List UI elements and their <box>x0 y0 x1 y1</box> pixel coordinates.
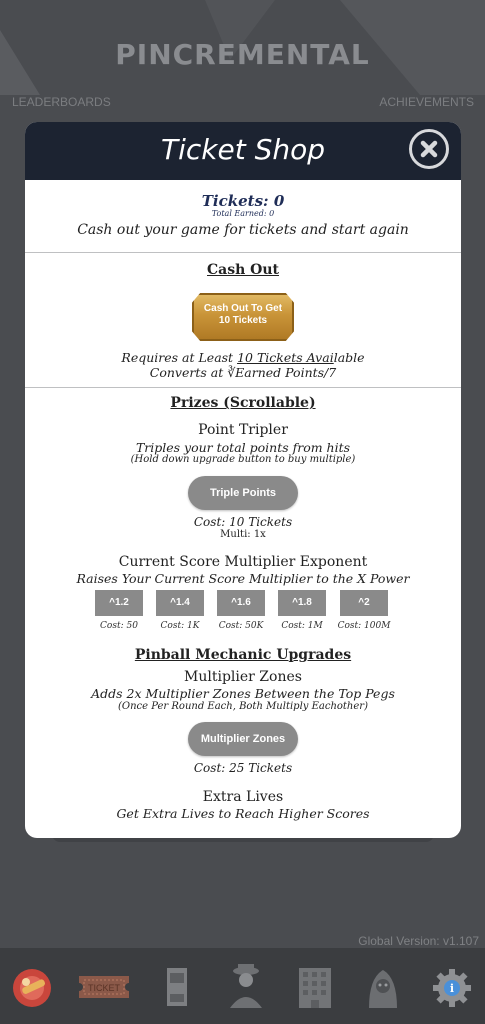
tickets-count: Tickets: 0 <box>201 192 285 210</box>
mechanics-heading: Pinball Mechanic Upgrades <box>134 647 352 663</box>
bottom-nav <box>0 948 485 1024</box>
exponent-desc: Raises Your Current Score Multiplier to the X Power <box>76 571 410 586</box>
tagline: Cash out your game for tickets and start again <box>77 222 409 238</box>
prizes-heading: Prizes (Scrollable) <box>170 395 316 411</box>
total-earned: Total Earned: 0 <box>211 209 275 218</box>
nav-settings[interactable] <box>424 958 480 1014</box>
extra-lives-name: Extra Lives <box>202 789 284 805</box>
nav-businessman[interactable] <box>218 958 274 1014</box>
leaderboards-link[interactable]: LEADERBOARDS <box>12 95 111 109</box>
multiplier-zones-button[interactable]: Multiplier Zones <box>188 722 298 756</box>
exponent-cost: Cost: 100M <box>337 621 391 631</box>
hooded-figure-icon <box>355 958 411 1014</box>
nav-building[interactable] <box>287 958 343 1014</box>
point-tripler-name: Point Tripler <box>198 422 288 438</box>
app-title: PINCREMENTAL <box>115 38 370 71</box>
triple-points-multi: Multi: 1x <box>220 529 266 540</box>
close-icon <box>412 132 446 166</box>
exponent-name: Current Score Multiplier Exponent <box>118 554 368 570</box>
ticket-icon <box>76 958 132 1014</box>
close-button[interactable] <box>409 129 449 169</box>
nav-hooded-figure[interactable] <box>355 958 411 1014</box>
multiplier-zones-cost: Cost: 25 Tickets <box>193 761 293 775</box>
multiplier-zones-name: Multiplier Zones <box>184 669 302 685</box>
conversion-rate: Converts at ∛Earned Points/7 <box>149 365 337 380</box>
achievements-link[interactable]: ACHIEVEMENTS <box>379 95 474 109</box>
pinball-icon <box>4 958 60 1014</box>
point-tripler-desc: Triples your total points from hits <box>135 440 351 455</box>
divider <box>25 252 461 253</box>
exponent-button-1-6[interactable]: ^1.6 <box>217 590 265 616</box>
nav-pinball[interactable] <box>4 958 60 1014</box>
point-tripler-note: (Hold down upgrade button to buy multiple) <box>130 454 356 465</box>
cash-out-heading: Cash Out <box>207 262 279 278</box>
triple-points-button[interactable]: Triple Points <box>188 476 298 510</box>
multiplier-zones-desc: Adds 2x Multiplier Zones Between the Top Pegs <box>91 686 395 701</box>
svg-text:TICKET: TICKET <box>87 983 121 993</box>
svg-text:i: i <box>449 982 455 995</box>
exponent-cost: Cost: 1K <box>160 621 200 631</box>
arcade-machine-icon <box>149 958 205 1014</box>
modal-header <box>25 122 461 180</box>
version-label: Global Version: v1.107 <box>358 934 479 948</box>
divider <box>25 387 461 388</box>
exponent-cost: Cost: 1M <box>281 621 323 631</box>
gear-info-icon <box>424 958 480 1014</box>
ticket-shop-modal <box>25 122 461 838</box>
multiplier-zones-note: (Once Per Round Each, Both Multiply Eachother) <box>118 701 368 712</box>
exponent-cost: Cost: 50 <box>100 621 138 631</box>
nav-arcade[interactable] <box>149 958 205 1014</box>
cash-out-requirement: Requires at Least 10 Tickets Available <box>121 350 365 365</box>
exponent-cost: Cost: 50K <box>218 621 264 631</box>
exponent-button-1-2[interactable]: ^1.2 <box>95 590 143 616</box>
modal-title: Ticket Shop <box>160 133 326 166</box>
cash-out-button[interactable]: Cash Out To Get 10 Tickets <box>188 290 298 346</box>
businessman-icon <box>218 958 274 1014</box>
exponent-button-1-4[interactable]: ^1.4 <box>156 590 204 616</box>
exponent-button-2[interactable]: ^2 <box>340 590 388 616</box>
building-icon <box>287 958 343 1014</box>
nav-tickets[interactable] <box>76 958 132 1014</box>
triple-points-cost: Cost: 10 Tickets <box>193 515 293 529</box>
exponent-button-1-8[interactable]: ^1.8 <box>278 590 326 616</box>
extra-lives-desc: Get Extra Lives to Reach Higher Scores <box>116 806 370 821</box>
